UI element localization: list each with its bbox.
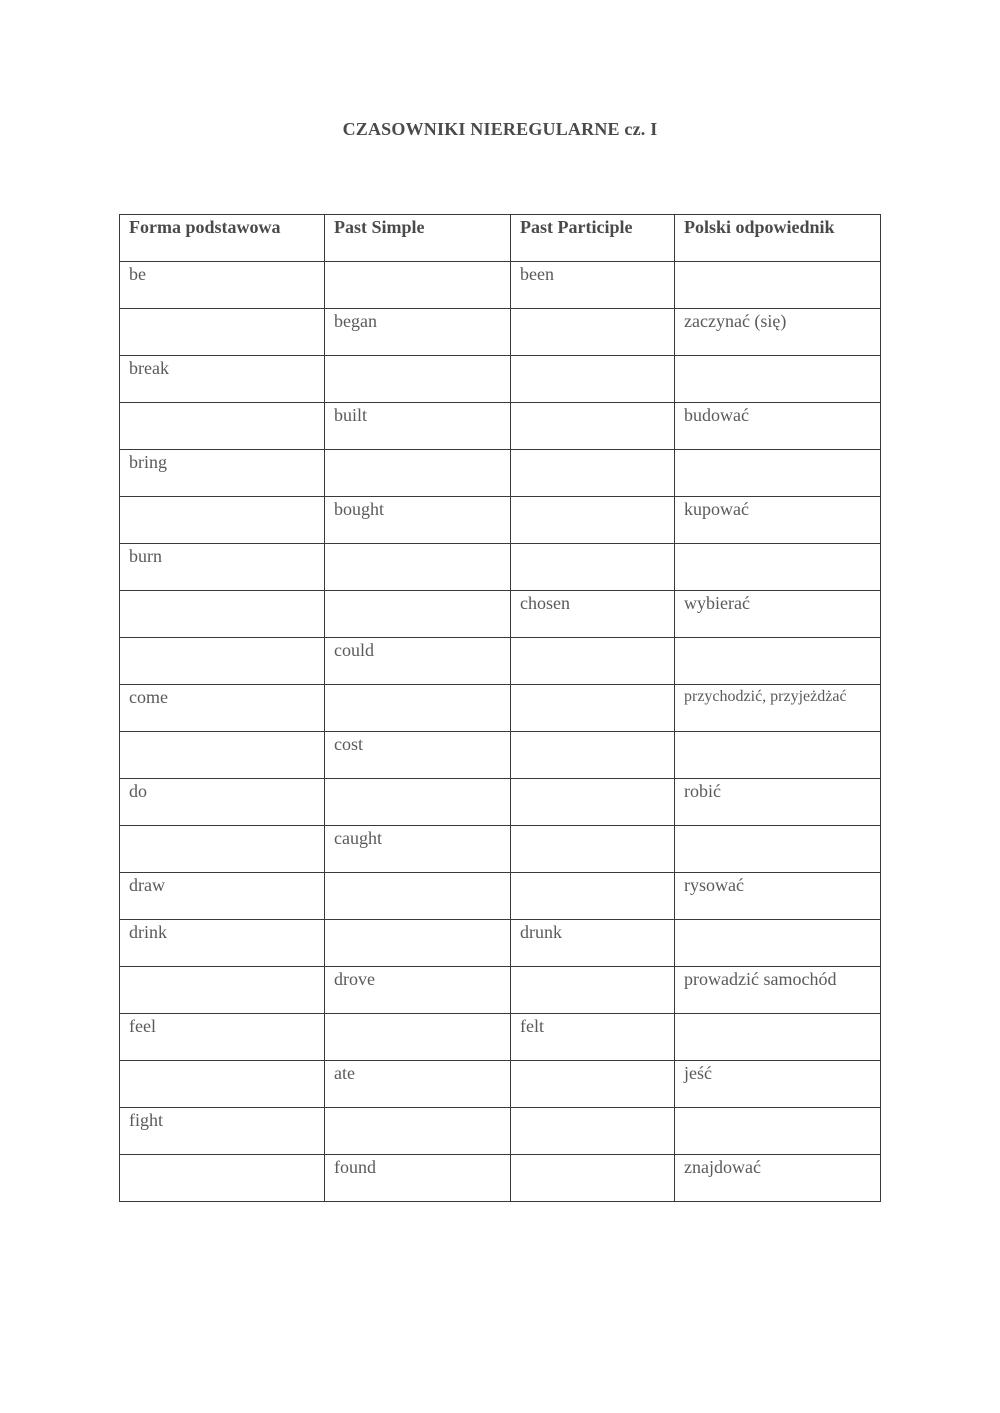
past-participle-cell	[511, 403, 675, 450]
header-past-simple: Past Simple	[325, 215, 511, 262]
past-participle-cell	[511, 450, 675, 497]
base-form-cell	[120, 638, 325, 685]
base-form-cell: feel	[120, 1014, 325, 1061]
header-polish-equivalent: Polski odpowiednik	[675, 215, 881, 262]
past-simple-cell: began	[325, 309, 511, 356]
past-simple-cell	[325, 262, 511, 309]
past-participle-cell	[511, 1108, 675, 1155]
past-participle-cell	[511, 1061, 675, 1108]
table-row	[120, 356, 881, 403]
table-row	[120, 779, 881, 826]
base-form-cell: burn	[120, 544, 325, 591]
past-simple-cell: caught	[325, 826, 511, 873]
table-header-row	[120, 215, 881, 262]
page-title: CZASOWNIKI NIEREGULARNE cz. I	[342, 119, 658, 139]
base-form-cell: come	[120, 685, 325, 732]
past-participle-cell: been	[511, 262, 675, 309]
polish-equivalent-cell: rysować	[675, 873, 881, 920]
past-participle-cell	[511, 1155, 675, 1202]
table-row	[120, 1014, 881, 1061]
past-simple-cell	[325, 544, 511, 591]
header-base-form: Forma podstawowa	[120, 215, 325, 262]
polish-equivalent-cell	[675, 826, 881, 873]
past-simple-cell	[325, 779, 511, 826]
polish-equivalent-cell: jeść	[675, 1061, 881, 1108]
polish-equivalent-cell	[675, 638, 881, 685]
polish-equivalent-cell	[675, 732, 881, 779]
polish-equivalent-cell: zaczynać (się)	[675, 309, 881, 356]
past-participle-cell: chosen	[511, 591, 675, 638]
table-body	[120, 262, 881, 1202]
past-simple-cell: ate	[325, 1061, 511, 1108]
past-participle-cell	[511, 967, 675, 1014]
polish-equivalent-cell: kupować	[675, 497, 881, 544]
polish-equivalent-cell	[675, 920, 881, 967]
past-simple-cell: cost	[325, 732, 511, 779]
past-participle-cell	[511, 309, 675, 356]
table-row	[120, 873, 881, 920]
base-form-cell: do	[120, 779, 325, 826]
table-row	[120, 591, 881, 638]
base-form-cell: bring	[120, 450, 325, 497]
past-simple-cell	[325, 1014, 511, 1061]
base-form-cell: break	[120, 356, 325, 403]
past-participle-cell	[511, 544, 675, 591]
base-form-cell	[120, 732, 325, 779]
base-form-cell: fight	[120, 1108, 325, 1155]
polish-equivalent-cell	[675, 1108, 881, 1155]
table-row	[120, 262, 881, 309]
past-simple-cell	[325, 450, 511, 497]
table-row	[120, 685, 881, 732]
base-form-cell	[120, 403, 325, 450]
base-form-cell	[120, 1155, 325, 1202]
past-participle-cell	[511, 685, 675, 732]
table-row	[120, 826, 881, 873]
table-row	[120, 544, 881, 591]
past-simple-cell	[325, 1108, 511, 1155]
past-participle-cell: drunk	[511, 920, 675, 967]
past-participle-cell	[511, 638, 675, 685]
past-simple-cell	[325, 873, 511, 920]
base-form-cell	[120, 1061, 325, 1108]
polish-equivalent-cell	[675, 262, 881, 309]
polish-equivalent-cell: wybierać	[675, 591, 881, 638]
polish-equivalent-cell	[675, 1014, 881, 1061]
past-simple-cell: drove	[325, 967, 511, 1014]
irregular-verbs-table	[119, 214, 881, 1202]
past-participle-cell	[511, 826, 675, 873]
base-form-cell	[120, 591, 325, 638]
past-simple-cell: bought	[325, 497, 511, 544]
polish-equivalent-cell	[675, 450, 881, 497]
base-form-cell: draw	[120, 873, 325, 920]
table-row	[120, 497, 881, 544]
polish-equivalent-cell: znajdować	[675, 1155, 881, 1202]
table-row	[120, 638, 881, 685]
table-row	[120, 450, 881, 497]
past-simple-cell	[325, 920, 511, 967]
past-simple-cell	[325, 356, 511, 403]
table-row	[120, 1155, 881, 1202]
past-simple-cell	[325, 591, 511, 638]
polish-equivalent-cell: prowadzić samochód	[675, 967, 881, 1014]
base-form-cell	[120, 309, 325, 356]
table-row	[120, 1108, 881, 1155]
table-row	[120, 1061, 881, 1108]
base-form-cell	[120, 826, 325, 873]
polish-equivalent-cell: przychodzić, przyjeżdżać	[675, 685, 881, 732]
table-row	[120, 732, 881, 779]
past-participle-cell	[511, 497, 675, 544]
past-participle-cell	[511, 873, 675, 920]
table-row	[120, 967, 881, 1014]
base-form-cell	[120, 967, 325, 1014]
base-form-cell	[120, 497, 325, 544]
polish-equivalent-cell	[675, 356, 881, 403]
past-participle-cell	[511, 356, 675, 403]
past-simple-cell: found	[325, 1155, 511, 1202]
table-row	[120, 309, 881, 356]
table-row	[120, 403, 881, 450]
base-form-cell: drink	[120, 920, 325, 967]
past-participle-cell	[511, 732, 675, 779]
header-past-participle: Past Participle	[511, 215, 675, 262]
past-simple-cell: built	[325, 403, 511, 450]
past-participle-cell	[511, 779, 675, 826]
polish-equivalent-cell: robić	[675, 779, 881, 826]
polish-equivalent-cell: budować	[675, 403, 881, 450]
past-simple-cell	[325, 685, 511, 732]
polish-equivalent-cell	[675, 544, 881, 591]
table-row	[120, 920, 881, 967]
past-simple-cell: could	[325, 638, 511, 685]
past-participle-cell: felt	[511, 1014, 675, 1061]
base-form-cell: be	[120, 262, 325, 309]
